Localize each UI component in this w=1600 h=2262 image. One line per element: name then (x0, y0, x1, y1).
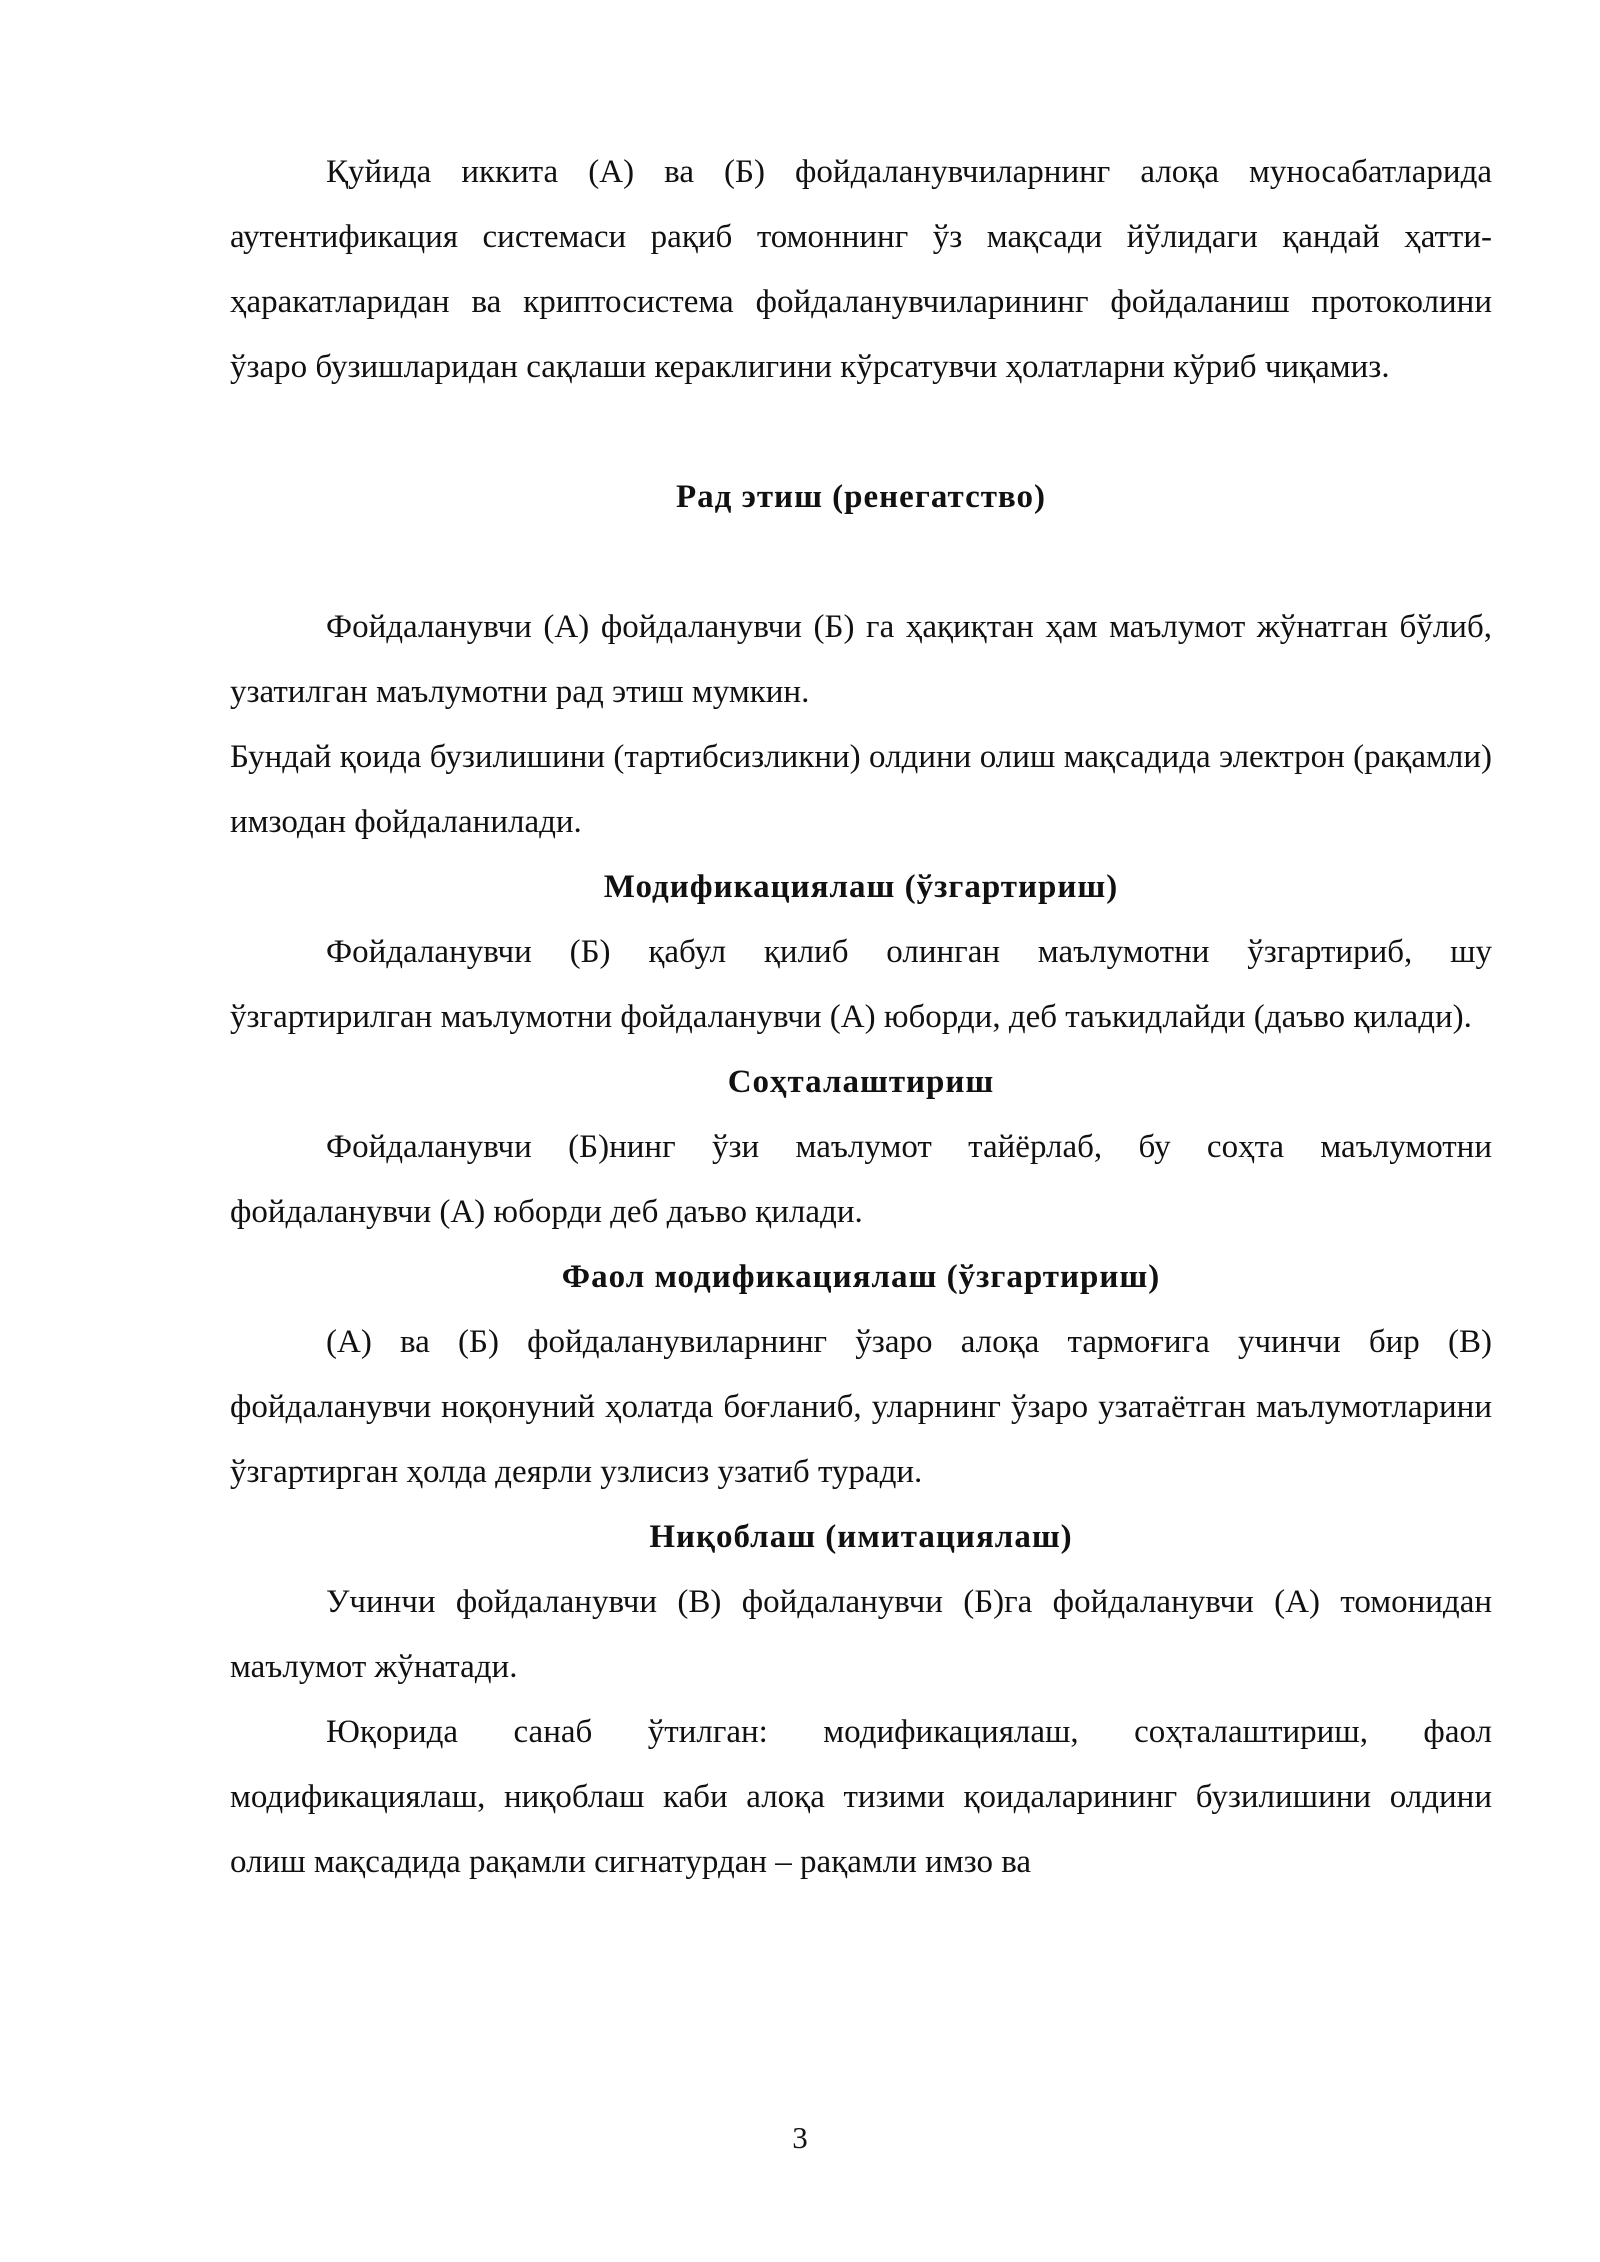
section-heading-active-modification: Фаол модификациялаш (ўзгартириш) (561, 1259, 1161, 1295)
section-paragraph: (А) ва (Б) фойдаланувиларнинг ўзаро алоқа тармоғига учинчи бир (В) фойдаланувчи ноқонуний ҳолатда боғланиб, уларнинг ўзаро узатаётган маълумотларини ўзгартирган ҳолда деярли узлисиз узатиб туради. (230, 1324, 1492, 1490)
page-number: 3 (792, 2120, 808, 2155)
section-heading-masquerade: Ниқоблаш (имитациялаш) (649, 1519, 1073, 1555)
section-paragraph: Бундай қоида бузилишини (тартибсизликни) олдини олиш мақсадида электрон (рақамли) имзодан фойдаланилади. (230, 739, 1492, 840)
document-body (230, 140, 1492, 1895)
section-heading-renegatstvo: Рад этиш (ренегатство) (675, 479, 1047, 515)
intro-paragraph: Қуйида иккита (А) ва (Б) фойдаланувчиларнинг алоқа муносабатларида аутентификация системаси рақиб томоннинг ўз мақсади йўлидаги қандай ҳатти-ҳаракатларидан ва криптосистема фойдаланувчиларининг фойдаланиш протоколини ўзаро бузишларидан сақлаши кераклигини кўрсатувчи ҳолатларни кўриб чиқамиз. (230, 154, 1492, 385)
section-heading-modification: Модификациялаш (ўзгартириш) (603, 869, 1119, 905)
section-paragraph: Фойдаланувчи (Б)нинг ўзи маълумот тайёрлаб, бу соҳта маълумотни фойдаланувчи (А) юборди деб даъво қилади. (230, 1129, 1492, 1230)
section-paragraph: Учинчи фойдаланувчи (В) фойдаланувчи (Б)га фойдаланувчи (А) томонидан маълумот жўнатади. (230, 1584, 1492, 1685)
section-paragraph: Фойдаланувчи (Б) қабул қилиб олинган маълумотни ўзгартириб, шу ўзгартирилган маълумотни фойдаланувчи (А) юборди, деб таъкидлайди (даъво қилади). (230, 934, 1492, 1035)
section-paragraph: Фойдаланувчи (А) фойдаланувчи (Б) га ҳақиқтан ҳам маълумот жўнатган бўлиб, узатилган маълумотни рад этиш мумкин. (230, 609, 1492, 710)
section-paragraph: Юқорида санаб ўтилган: модификациялаш, соҳталаштириш, фаол модификациялаш, ниқоблаш каби алоқа тизими қоидаларининг бузилишини олдини олиш мақсадида рақамли сигнатурдан – рақамли имзо ва (230, 1714, 1492, 1880)
section-heading-forgery: Соҳталаштириш (727, 1064, 995, 1100)
